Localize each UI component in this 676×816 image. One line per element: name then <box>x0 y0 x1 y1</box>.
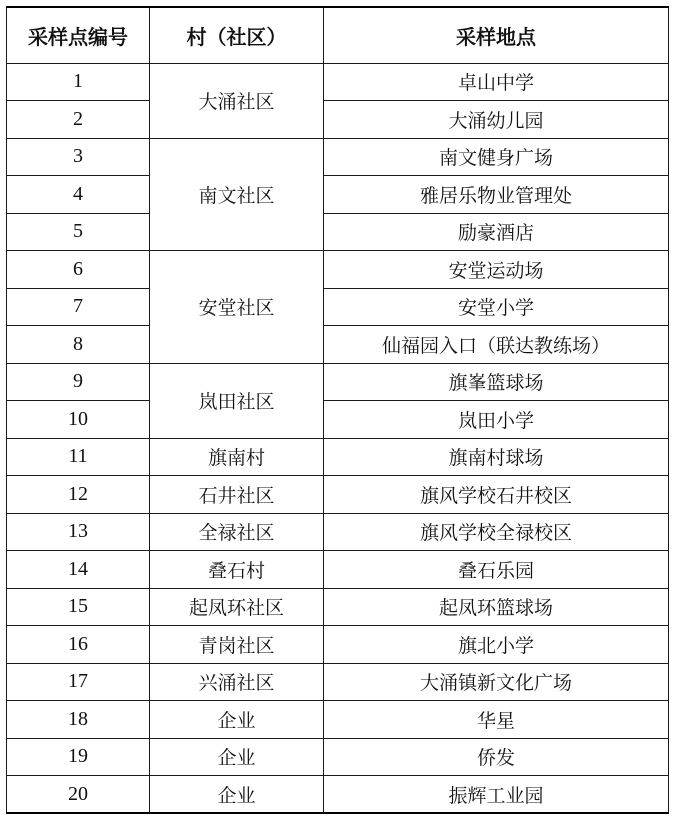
sample-id-cell: 15 <box>7 588 150 626</box>
sample-id-cell: 3 <box>7 138 150 176</box>
sample-id-cell: 2 <box>7 101 150 139</box>
sample-id-cell: 11 <box>7 438 150 476</box>
village-cell: 企业 <box>150 701 324 739</box>
village-cell: 叠石村 <box>150 551 324 589</box>
sample-site-cell: 旗峯篮球场 <box>324 363 669 401</box>
sample-id-cell: 16 <box>7 626 150 664</box>
table-row <box>7 738 669 776</box>
sample-id-cell: 20 <box>7 776 150 814</box>
table-row <box>7 438 669 476</box>
sample-site-cell: 华星 <box>324 701 669 739</box>
sample-site-cell: 振辉工业园 <box>324 776 669 814</box>
table-row <box>7 138 669 176</box>
village-cell: 兴涌社区 <box>150 663 324 701</box>
table-row <box>7 326 669 364</box>
sample-site-cell: 卓山中学 <box>324 63 669 101</box>
sample-site-cell: 励豪酒店 <box>324 213 669 251</box>
sampling-points-table <box>6 6 669 814</box>
sample-site-cell: 安堂运动场 <box>324 251 669 289</box>
village-cell: 起凤环社区 <box>150 588 324 626</box>
header-sample-site: 采样地点 <box>324 7 669 63</box>
sample-site-cell: 起凤环篮球场 <box>324 588 669 626</box>
sample-id-cell: 10 <box>7 401 150 439</box>
sample-site-cell: 旗北小学 <box>324 626 669 664</box>
village-cell: 南文社区 <box>150 138 324 251</box>
village-cell: 企业 <box>150 776 324 814</box>
sample-site-cell: 旗风学校全禄校区 <box>324 513 669 551</box>
village-cell: 石井社区 <box>150 476 324 514</box>
sample-id-cell: 12 <box>7 476 150 514</box>
sample-id-cell: 6 <box>7 251 150 289</box>
table-row <box>7 776 669 814</box>
table-row <box>7 663 669 701</box>
sample-site-cell: 叠石乐园 <box>324 551 669 589</box>
sample-site-cell: 侨发 <box>324 738 669 776</box>
table-row <box>7 551 669 589</box>
table-row <box>7 513 669 551</box>
sample-site-cell: 雅居乐物业管理处 <box>324 176 669 214</box>
village-cell: 安堂社区 <box>150 251 324 364</box>
sample-id-cell: 4 <box>7 176 150 214</box>
sample-id-cell: 17 <box>7 663 150 701</box>
table-row <box>7 251 669 289</box>
table-row <box>7 476 669 514</box>
village-cell: 旗南村 <box>150 438 324 476</box>
sample-id-cell: 19 <box>7 738 150 776</box>
sample-id-cell: 9 <box>7 363 150 401</box>
sample-site-cell: 南文健身广场 <box>324 138 669 176</box>
table-row <box>7 701 669 739</box>
sample-id-cell: 8 <box>7 326 150 364</box>
sample-site-cell: 旗南村球场 <box>324 438 669 476</box>
header-row <box>7 7 669 63</box>
village-cell: 岚田社区 <box>150 363 324 438</box>
sample-id-cell: 5 <box>7 213 150 251</box>
sample-id-cell: 7 <box>7 288 150 326</box>
sample-id-cell: 13 <box>7 513 150 551</box>
table-row <box>7 63 669 101</box>
header-sample-id: 采样点编号 <box>7 7 150 63</box>
sample-id-cell: 14 <box>7 551 150 589</box>
sample-site-cell: 大涌镇新文化广场 <box>324 663 669 701</box>
table-row <box>7 288 669 326</box>
header-village: 村（社区） <box>150 7 324 63</box>
sample-id-cell: 1 <box>7 63 150 101</box>
sample-site-cell: 岚田小学 <box>324 401 669 439</box>
sample-id-cell: 18 <box>7 701 150 739</box>
table-row <box>7 213 669 251</box>
village-cell: 大涌社区 <box>150 63 324 138</box>
sample-site-cell: 大涌幼儿园 <box>324 101 669 139</box>
table-row <box>7 363 669 401</box>
table-row <box>7 101 669 139</box>
table-row <box>7 588 669 626</box>
table-row <box>7 626 669 664</box>
village-cell: 青岗社区 <box>150 626 324 664</box>
village-cell: 企业 <box>150 738 324 776</box>
table-row <box>7 176 669 214</box>
village-cell: 全禄社区 <box>150 513 324 551</box>
sample-site-cell: 仙福园入口（联达教练场） <box>324 326 669 364</box>
sample-site-cell: 安堂小学 <box>324 288 669 326</box>
table-row <box>7 401 669 439</box>
sample-site-cell: 旗风学校石井校区 <box>324 476 669 514</box>
